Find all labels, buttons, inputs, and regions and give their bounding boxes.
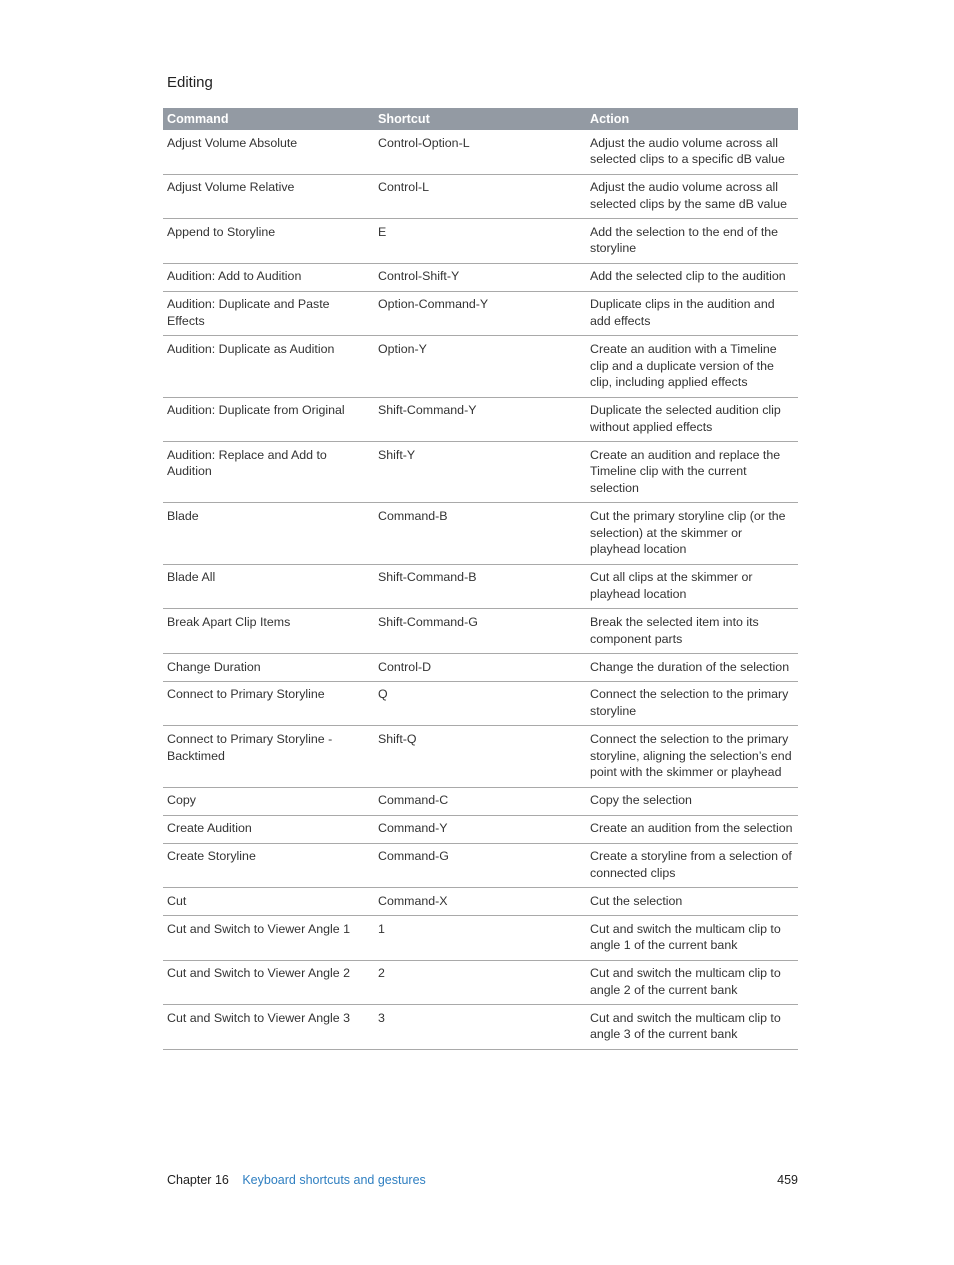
chapter-title-link[interactable]: Keyboard shortcuts and gestures	[242, 1173, 426, 1187]
command-cell: Copy	[163, 787, 374, 815]
action-cell: Duplicate clips in the audition and add effects	[586, 291, 798, 336]
table-row	[163, 397, 798, 442]
shortcut-cell: Command-Y	[374, 815, 586, 843]
table-row	[163, 442, 798, 503]
shortcut-cell: Shift-Y	[374, 442, 586, 503]
action-cell: Cut the primary storyline clip (or the selection) at the skimmer or playhead location	[586, 503, 798, 564]
column-header-action: Action	[586, 108, 798, 130]
command-cell: Audition: Add to Audition	[163, 263, 374, 291]
shortcut-cell: Q	[374, 681, 586, 726]
table-row	[163, 815, 798, 843]
command-cell: Audition: Replace and Add to Audition	[163, 442, 374, 503]
shortcut-cell: Command-X	[374, 888, 586, 916]
shortcut-cell: Command-C	[374, 787, 586, 815]
table-row	[163, 888, 798, 916]
table-row	[163, 960, 798, 1005]
action-cell: Add the selection to the end of the storyline	[586, 219, 798, 264]
table-row	[163, 653, 798, 681]
table-row	[163, 787, 798, 815]
shortcut-cell: Control-L	[374, 174, 586, 219]
command-cell: Cut and Switch to Viewer Angle 1	[163, 915, 374, 960]
table-row	[163, 843, 798, 888]
table-row	[163, 336, 798, 397]
command-cell: Change Duration	[163, 653, 374, 681]
chapter-label: Chapter 16	[167, 1173, 229, 1187]
action-cell: Create a storyline from a selection of connected clips	[586, 843, 798, 888]
action-cell: Connect the selection to the primary storyline, aligning the selection’s end point with the skimmer or playhead	[586, 726, 798, 787]
action-cell: Break the selected item into its component parts	[586, 609, 798, 654]
shortcut-cell: Shift-Command-G	[374, 609, 586, 654]
command-cell: Cut	[163, 888, 374, 916]
table-header-row	[163, 108, 798, 130]
action-cell: Cut and switch the multicam clip to angle 3 of the current bank	[586, 1005, 798, 1050]
action-cell: Create an audition from the selection	[586, 815, 798, 843]
command-cell: Blade All	[163, 564, 374, 609]
shortcut-cell: 1	[374, 915, 586, 960]
action-cell: Duplicate the selected audition clip without applied effects	[586, 397, 798, 442]
shortcut-cell: Control-Option-L	[374, 130, 586, 174]
shortcut-cell: Control-D	[374, 653, 586, 681]
shortcut-cell: Option-Command-Y	[374, 291, 586, 336]
command-cell: Adjust Volume Relative	[163, 174, 374, 219]
action-cell: Create an audition with a Timeline clip and a duplicate version of the clip, including applied effects	[586, 336, 798, 397]
table-row	[163, 609, 798, 654]
page-number: 459	[777, 1173, 798, 1187]
shortcut-cell: Command-G	[374, 843, 586, 888]
shortcut-table	[163, 108, 798, 1050]
shortcut-cell: Shift-Command-Y	[374, 397, 586, 442]
table-row	[163, 503, 798, 564]
shortcut-cell: 3	[374, 1005, 586, 1050]
action-cell: Adjust the audio volume across all selected clips to a specific dB value	[586, 130, 798, 174]
command-cell: Break Apart Clip Items	[163, 609, 374, 654]
action-cell: Cut and switch the multicam clip to angle 2 of the current bank	[586, 960, 798, 1005]
command-cell: Create Storyline	[163, 843, 374, 888]
shortcut-cell: Shift-Command-B	[374, 564, 586, 609]
table-row	[163, 263, 798, 291]
column-header-command: Command	[163, 108, 374, 130]
table-row	[163, 291, 798, 336]
command-cell: Blade	[163, 503, 374, 564]
command-cell: Connect to Primary Storyline	[163, 681, 374, 726]
command-cell: Connect to Primary Storyline - Backtimed	[163, 726, 374, 787]
action-cell: Connect the selection to the primary storyline	[586, 681, 798, 726]
section-title: Editing	[167, 74, 213, 91]
shortcut-cell: Command-B	[374, 503, 586, 564]
action-cell: Cut the selection	[586, 888, 798, 916]
page-footer	[167, 1173, 426, 1187]
command-cell: Audition: Duplicate from Original	[163, 397, 374, 442]
table-body	[163, 130, 798, 1049]
command-cell: Audition: Duplicate as Audition	[163, 336, 374, 397]
action-cell: Create an audition and replace the Timeline clip with the current selection	[586, 442, 798, 503]
table-row	[163, 1005, 798, 1050]
command-cell: Cut and Switch to Viewer Angle 3	[163, 1005, 374, 1050]
shortcut-cell: Option-Y	[374, 336, 586, 397]
shortcut-cell: Control-Shift-Y	[374, 263, 586, 291]
action-cell: Change the duration of the selection	[586, 653, 798, 681]
command-cell: Append to Storyline	[163, 219, 374, 264]
action-cell: Cut and switch the multicam clip to angle 1 of the current bank	[586, 915, 798, 960]
table-row	[163, 915, 798, 960]
command-cell: Audition: Duplicate and Paste Effects	[163, 291, 374, 336]
table-row	[163, 726, 798, 787]
command-cell: Adjust Volume Absolute	[163, 130, 374, 174]
action-cell: Add the selected clip to the audition	[586, 263, 798, 291]
shortcut-cell: E	[374, 219, 586, 264]
action-cell: Cut all clips at the skimmer or playhead location	[586, 564, 798, 609]
action-cell: Copy the selection	[586, 787, 798, 815]
column-header-shortcut: Shortcut	[374, 108, 586, 130]
action-cell: Adjust the audio volume across all selected clips by the same dB value	[586, 174, 798, 219]
table-row	[163, 174, 798, 219]
table-row	[163, 681, 798, 726]
shortcut-cell: Shift-Q	[374, 726, 586, 787]
command-cell: Create Audition	[163, 815, 374, 843]
command-cell: Cut and Switch to Viewer Angle 2	[163, 960, 374, 1005]
table-row	[163, 130, 798, 174]
table-row	[163, 564, 798, 609]
table-row	[163, 219, 798, 264]
shortcut-cell: 2	[374, 960, 586, 1005]
